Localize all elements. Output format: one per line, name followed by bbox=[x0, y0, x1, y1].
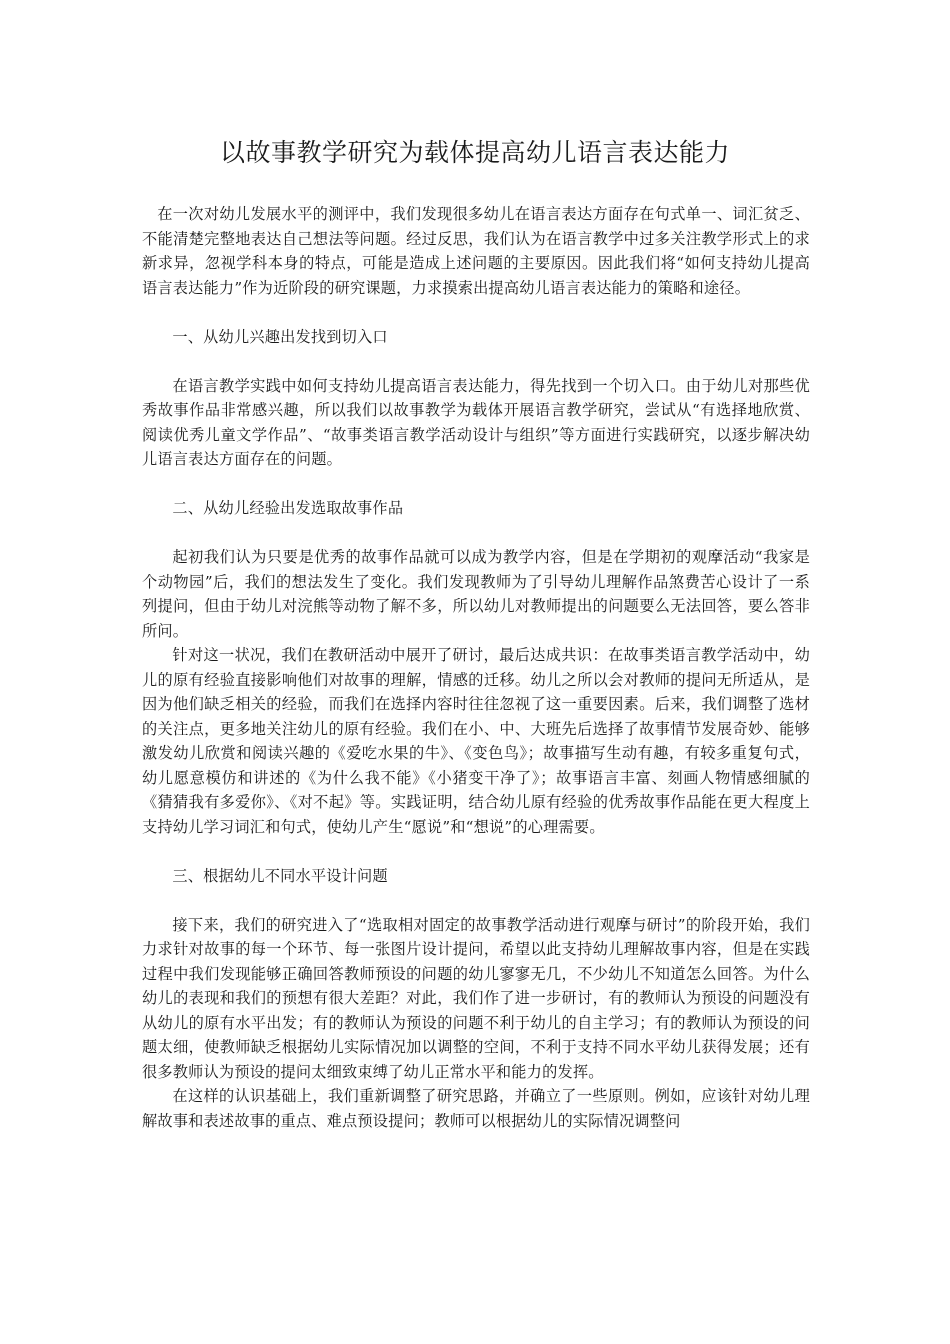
section-2-paragraph-2: 针对这一状况，我们在教研活动中展开了研讨，最后达成共识：在故事类语言教学活动中，幼儿的原有经验直接影响他们对故事的理解，情感的迁移。幼儿之所以会对教师的提问无所适从，是因为他们缺乏相关的经验，而我们在选择内容时往往忽视了这一重要因素。后来，我们调整了选材的关注点，更多地关注幼儿的原有经验。我们在小、中、大班先后选择了故事情节发展奇妙、能够激发幼儿欣赏和阅读兴趣的《爱吃水果的牛》、《变色鸟》；故事描写生动有趣，有较多重复句式，幼儿愿意模仿和讲述的《为什么我不能》《小猪变干净了》；故事语言丰富、刻画人物情感细腻的《猜猜我有多爱你》、《对不起》等。实践证明，结合幼儿原有经验的优秀故事作品能在更大程度上支持幼儿学习词汇和句式，使幼儿产生“愿说”和“想说”的心理需要。 bbox=[142, 646, 810, 836]
spacer bbox=[142, 300, 810, 325]
section-3-paragraph-1: 接下来，我们的研究进入了“选取相对固定的故事教学活动进行观摩与研讨”的阶段开始，我们力求针对故事的每一个环节、每一张图片设计提问，希望以此支持幼儿理解故事内容，但是在实践过程中我们发现能够正确回答教师预设的问题的幼儿寥寥无几，不少幼儿不知道怎么回答。为什么幼儿的表现和我们的预想有很大差距？对此，我们作了进一步研讨，有的教师认为预设的问题没有从幼儿的原有水平出发；有的教师认为预设的问题不利于幼儿的自主学习；有的教师认为预设的问题太细，使教师缺乏根据幼儿实际情况加以调整的空间，不利于支持不同水平幼儿获得发展；还有很多教师认为预设的提问太细致束缚了幼儿正常水平和能力的发挥。 bbox=[142, 915, 810, 1081]
spacer bbox=[142, 888, 810, 913]
document-title: 以故事教学研究为载体提高幼儿语言表达能力 bbox=[219, 138, 730, 167]
spacer bbox=[142, 349, 810, 374]
spacer bbox=[142, 472, 810, 497]
section-3-paragraph-2: 在这样的认识基础上，我们重新调整了研究思路，并确立了一些原则。例如，应该针对幼儿理解故事和表述故事的重点、难点预设提问；教师可以根据幼儿的实际情况调整问 bbox=[142, 1087, 810, 1130]
spacer bbox=[142, 521, 810, 546]
section-2-paragraph-1: 起初我们认为只要是优秀的故事作品就可以成为教学内容，但是在学期初的观摩活动“我家是个动物园”后，我们的想法发生了变化。我们发现教师为了引导幼儿理解作品煞费苦心设计了一系列提问，但由于幼儿对浣熊等动物了解不多，所以幼儿对教师提出的问题要么无法回答，要么答非所问。 bbox=[142, 548, 810, 640]
intro-paragraph: 在一次对幼儿发展水平的测评中，我们发现很多幼儿在语言表达方面存在句式单一、词汇贫乏、不能清楚完整地表达自己想法等问题。经过反思，我们认为在语言教学中过多关注教学形式上的求新求异，忽视学科本身的特点，可能是造成上述问题的主要原因。因此我们将“如何支持幼儿提高语言表达能力”作为近阶段的研究课题，力求摸索出提高幼儿语言表达能力的策略和途径。 bbox=[142, 205, 810, 297]
section-1-paragraph-1: 在语言教学实践中如何支持幼儿提高语言表达能力，得先找到一个切入口。由于幼儿对那些优秀故事作品非常感兴趣，所以我们以故事教学为载体开展语言教学研究，尝试从“有选择地欣赏、阅读优秀儿童文学作品”、“故事类语言教学活动设计与组织”等方面进行实践研究，以逐步解决幼儿语言表达方面存在的问题。 bbox=[142, 376, 810, 468]
section-heading-3: 三、根据幼儿不同水平设计问题 bbox=[172, 866, 388, 885]
document-body bbox=[142, 202, 810, 1133]
spacer bbox=[142, 839, 810, 864]
section-heading-1: 一、从幼儿兴趣出发找到切入口 bbox=[172, 327, 388, 346]
section-heading-2: 二、从幼儿经验出发选取故事作品 bbox=[172, 499, 404, 517]
